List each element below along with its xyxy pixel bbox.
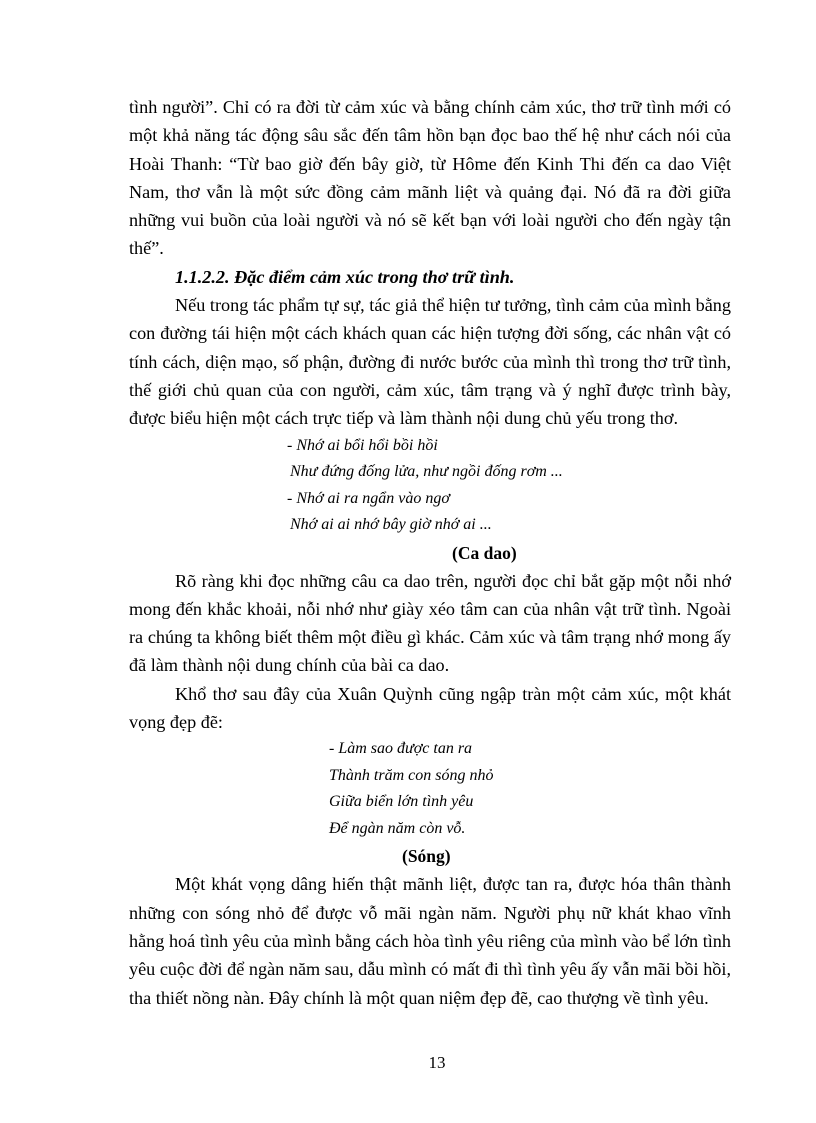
poem-line: Để ngàn năm còn vỗ. [329, 819, 466, 837]
poem-ca-dao [129, 433, 731, 567]
paragraph-1: Nếu trong tác phẩm tự sự, tác giả thể hiện tư tưởng, tình cảm của mình bằng con đường tái hiện một cách khách quan các hiện tượng đời sống, các nhân vật có tính cách, diện mạo, số phận, đường đi nước bước của mình thì trong thơ trữ tình, thế giới chủ quan của con người, cảm xúc, tâm trạng và ý nghĩ được trình bày, được biểu hiện một cách trực tiếp và làm thành nội dung chủ yếu trong thơ. [129, 295, 731, 429]
poem-line: Như đứng đống lửa, như ngồi đống rơm ... [290, 463, 563, 481]
page-number: 13 [428, 1053, 446, 1072]
poem-line: Nhớ ai ai nhớ bây giờ nhớ ai ... [290, 516, 492, 534]
poem-line: Thành trăm con sóng nhỏ [329, 766, 494, 784]
poem-song [129, 736, 731, 870]
paragraph-2: Rõ ràng khi đọc những câu ca dao trên, người đọc chỉ bắt gặp một nỗi nhớ mong đến khắc khoải, nỗi nhớ như giày xéo tâm can của nhân vật trữ tình. Ngoài ra chúng ta không biết thêm một điều gì khác. Cảm xúc và tâm trạng nhớ mong ấy đã làm thành nội dung chính của bài ca dao. [129, 570, 731, 676]
poem-line: Giữa biển lớn tình yêu [329, 793, 474, 811]
poem-line: - Làm sao được tan ra [329, 740, 473, 758]
paragraph-3: Khổ thơ sau đây của Xuân Quỳnh cũng ngập tràn một cảm xúc, một khát vọng đẹp đẽ: [129, 683, 731, 733]
poem-line: - Nhớ ai ra ngẩn vào ngơ [287, 489, 450, 507]
section-heading: 1.1.2.2. Đặc điểm cảm xúc trong thơ trữ tình. [175, 266, 515, 287]
poem-source: (Sóng) [402, 846, 451, 867]
intro-paragraph: tình người”. Chỉ có ra đời từ cảm xúc và bằng chính cảm xúc, thơ trữ tình mới có một khả năng tác động sâu sắc đến tâm hồn bạn đọc bao thế hệ như cách nói của Hoài Thanh: “Từ bao giờ đến bây giờ, từ Hôme đến Kinh Thi đến ca dao Việt Nam, thơ vẫn là một sức đồng cảm mãnh liệt và quảng đại. Nó đã ra đời giữa những vui buồn của loài người và nó sẽ kết bạn với loài người cho đến ngày tận thế”. [129, 97, 731, 259]
poem-line: - Nhớ ai bổi hổi bồi hồi [287, 436, 438, 454]
paragraph-4: Một khát vọng dâng hiến thật mãnh liệt, được tan ra, được hóa thân thành những con sóng nhỏ để được vỗ mãi ngàn năm. Người phụ nữ khát khao vĩnh hằng hoá tình yêu của mình bằng cách hòa tình yêu riêng của mình vào bể lớn tình yêu cuộc đời để ngàn năm sau, dẫu mình có mất đi thì tình yêu ấy vẫn mãi bồi hồi, tha thiết nồng nàn. Đây chính là một quan niệm đẹp đẽ, cao thượng về tình yêu. [129, 874, 731, 1008]
poem-source: (Ca dao) [452, 542, 517, 563]
